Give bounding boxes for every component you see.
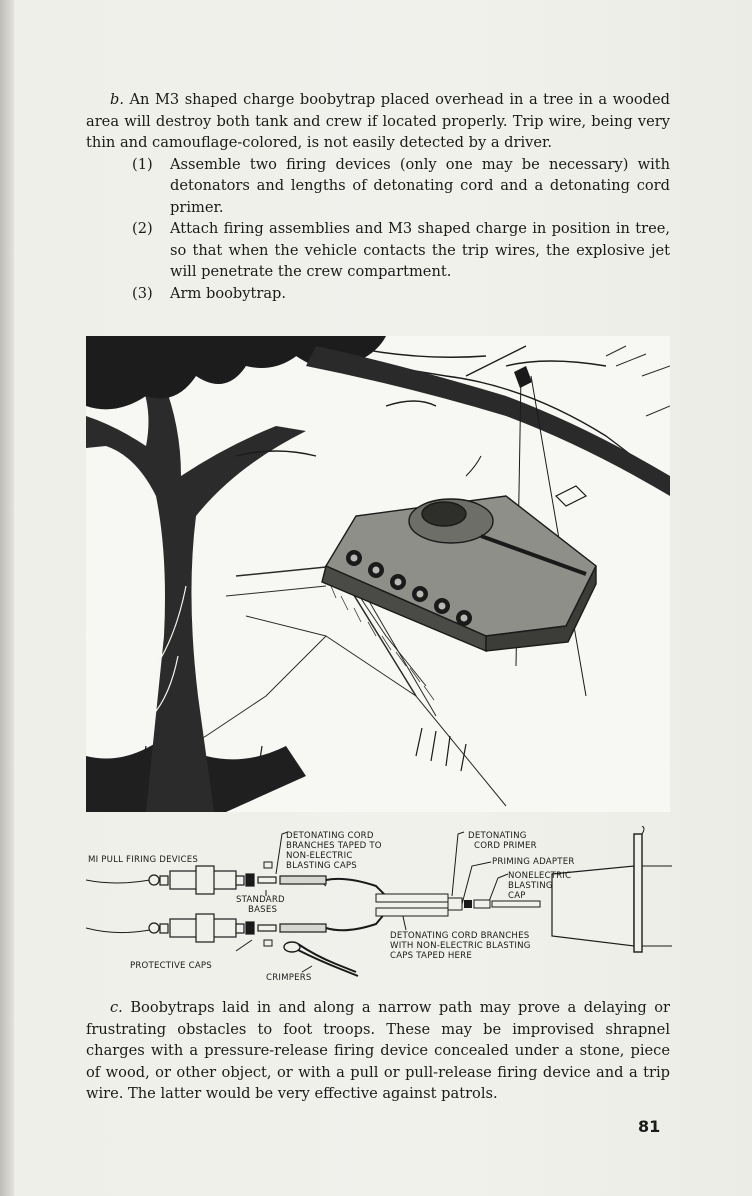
page-binding-shadow (0, 0, 14, 1196)
step-2-text: Attach firing assemblies and M3 shaped charge in position in tree, so that when the vehicle contacts the trip wires, the explosive jet will penetrate the crew compartment. (170, 220, 670, 280)
section-c-paragraph (86, 997, 670, 1105)
label-primer-2: CORD PRIMER (474, 841, 537, 851)
section-c-text: Boobytraps laid in and along a narrow path may prove a delaying or frustrating obstacles to foot troops. These may be improvised shrapnel charges with a pressure-release firing device concealed under a stone, piece of wood, or other object, or with a pull or pull-release firing device and a trip wire. The latter would be very effective against patrols. (86, 999, 671, 1102)
label-detcord-branches-1: DETONATING CORD (286, 831, 374, 841)
step-2 (86, 218, 670, 283)
label-primer-1: DETONATING (468, 831, 527, 841)
section-b (86, 89, 670, 304)
label-protective-caps: PROTECTIVE CAPS (130, 961, 212, 971)
step-3-number: (3) (132, 284, 153, 302)
step-3 (86, 283, 670, 305)
firing-assembly-diagram (86, 826, 672, 986)
label-branches-here-2: WITH NON-ELECTRIC BLASTING (390, 941, 531, 951)
page-number: 81 (638, 1117, 661, 1136)
section-b-paragraph (86, 89, 670, 154)
section-b-label: b. (110, 91, 124, 108)
step-1-text: Assemble two firing devices (only one may be necessary) with detonators and lengths of detonating cord and a detonating cord primer. (170, 155, 670, 216)
section-b-text: An M3 shaped charge boobytrap placed overhead in a tree in a wooded area will destroy both tank and crew if located properly. Trip wire, being very thin and camouflage-colored, is not easily detected by a driver. (86, 91, 670, 151)
label-priming-adapter: PRIMING ADAPTER (492, 857, 575, 867)
tree-tank-illustration (86, 336, 670, 812)
label-crimpers: CRIMPERS (266, 973, 312, 983)
label-detcord-branches-4: BLASTING CAPS (286, 861, 357, 871)
label-detcord-branches-3: NON-ELECTRIC (286, 851, 353, 861)
label-detcord-branches-2: BRANCHES TAPED TO (286, 841, 382, 851)
step-1-number: (1) (132, 155, 153, 173)
section-c-label: c. (110, 999, 123, 1016)
section-c (86, 997, 670, 1105)
label-nonelectric-cap-2: BLASTING (508, 881, 553, 891)
label-standard-bases-2: BASES (248, 905, 278, 915)
label-nonelectric-cap-1: NONELECTRIC (508, 871, 572, 881)
label-branches-here-3: CAPS TAPED HERE (390, 951, 472, 961)
step-2-number: (2) (132, 220, 153, 237)
label-pull-firing-devices: MI PULL FIRING DEVICES (88, 855, 199, 865)
label-standard-bases-1: STANDARD (236, 895, 285, 905)
label-branches-here-1: DETONATING CORD BRANCHES (390, 931, 530, 941)
step-1 (86, 154, 670, 219)
label-nonelectric-cap-3: CAP (508, 891, 526, 901)
step-3-text: Arm boobytrap. (170, 284, 287, 302)
